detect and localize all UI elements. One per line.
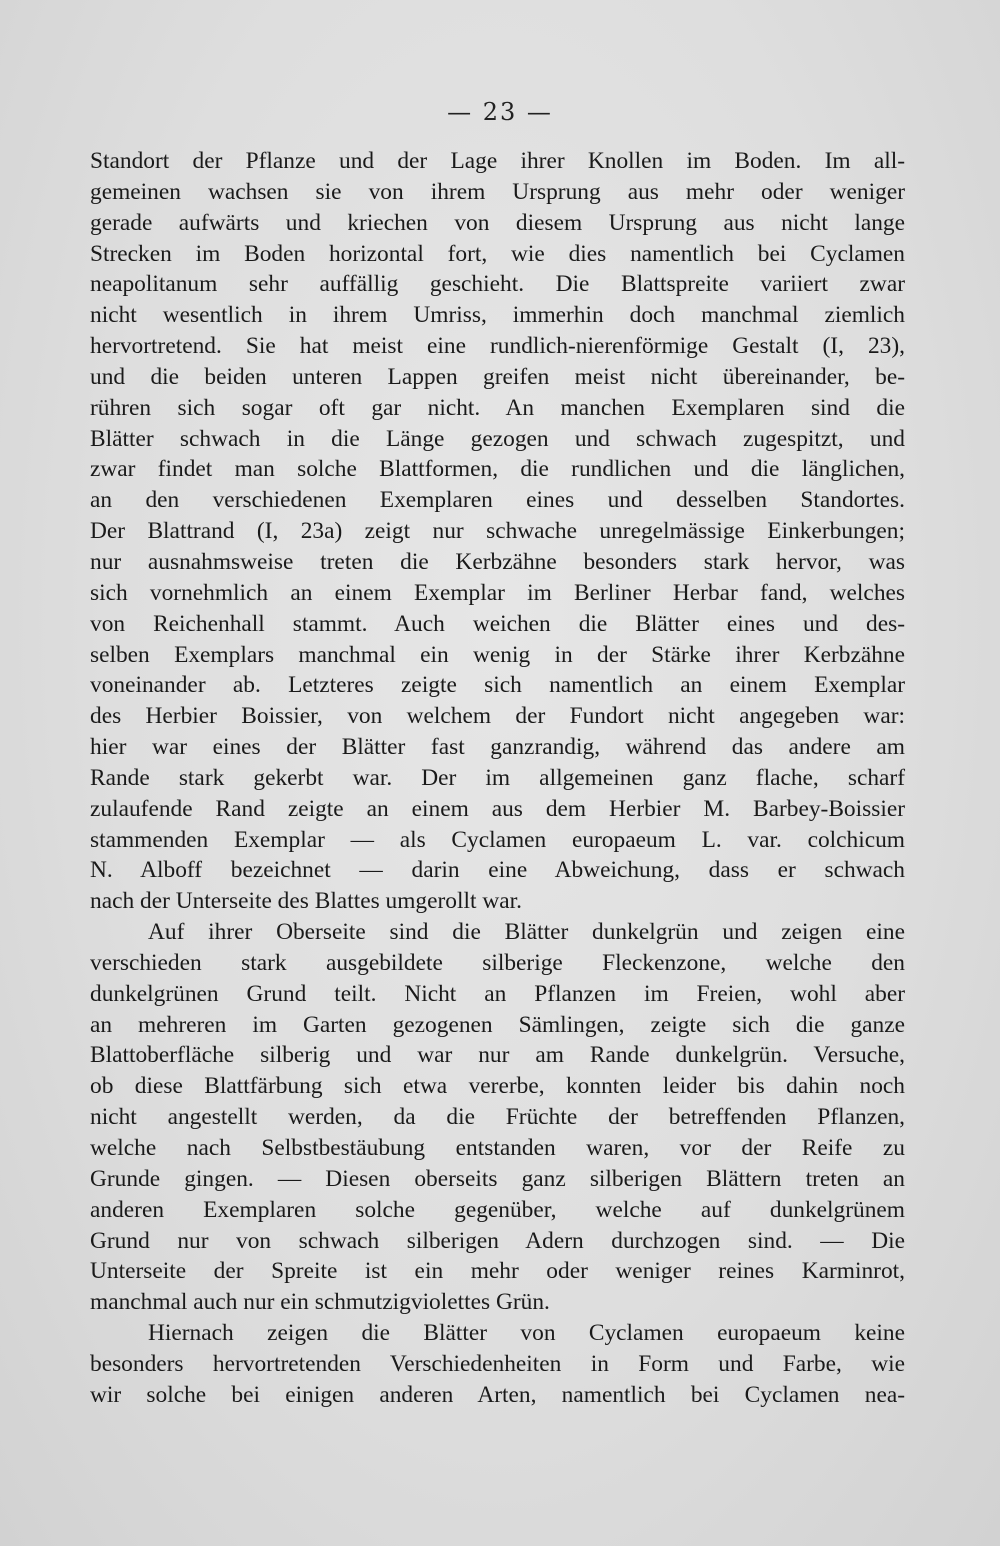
body-text	[90, 146, 905, 1411]
text-line: Standort der Pflanze und der Lage ihrer Knollen im Boden. Im all-	[90, 148, 905, 174]
text-line: gemeinen wachsen sie von ihrem Ursprung aus mehr oder weniger	[90, 178, 905, 205]
text-line: an den verschiedenen Exemplaren eines und desselben Standortes.	[90, 487, 905, 514]
text-line: wir solche bei einigen anderen Arten, namentlich bei Cyclamen nea-	[90, 1381, 905, 1408]
text-line: Unterseite der Spreite ist ein mehr oder weniger reines Karminrot,	[90, 1258, 905, 1285]
text-line: Der Blattrand (I, 23a) zeigt nur schwache unregelmässige Einkerbungen;	[90, 518, 905, 545]
text-line: sich vornehmlich an einem Exemplar im Berliner Herbar fand, welches	[90, 579, 905, 606]
text-line: ob diese Blattfärbung sich etwa vererbe, konnten leider bis dahin noch	[90, 1073, 905, 1100]
text-line: nach der Unterseite des Blattes umgerollt war.	[90, 888, 522, 915]
text-line: Auf ihrer Oberseite sind die Blätter dunkelgrün und zeigen eine	[148, 919, 905, 946]
paragraph	[90, 1318, 905, 1411]
text-line: Blätter schwach in die Länge gezogen und schwach zugespitzt, und	[90, 425, 905, 452]
text-line: verschieden stark ausgebildete silberige Fleckenzone, welche den	[90, 949, 905, 976]
paragraph	[90, 146, 905, 917]
text-line: nur ausnahmsweise treten die Kerbzähne besonders stark hervor, was	[90, 548, 905, 575]
text-line: manchmal auch nur ein schmutzigviolettes Grün.	[90, 1289, 550, 1316]
paragraph	[90, 917, 905, 1318]
text-line: Rande stark gekerbt war. Der im allgemeinen ganz flache, scharf	[90, 764, 905, 791]
text-line: anderen Exemplaren solche gegenüber, welche auf dunkelgrünem	[90, 1196, 905, 1223]
text-line: besonders hervortretenden Verschiedenheiten in Form und Farbe, wie	[90, 1350, 905, 1377]
text-line: an mehreren im Garten gezogenen Sämlingen, zeigte sich die ganze	[90, 1011, 905, 1038]
text-line: neapolitanum sehr auffällig geschieht. Die Blattspreite variiert zwar	[90, 271, 905, 298]
text-line: nicht angestellt werden, da die Früchte der betreffenden Pflanzen,	[90, 1104, 905, 1131]
text-line: zwar findet man solche Blattformen, die rundlichen und die länglichen,	[90, 456, 905, 483]
text-line: welche nach Selbstbestäubung entstanden waren, vor der Reife zu	[90, 1135, 905, 1161]
text-line: des Herbier Boissier, von welchem der Fundort nicht angegeben war:	[90, 703, 905, 730]
text-line: dunkelgrünen Grund teilt. Nicht an Pflanzen im Freien, wohl aber	[90, 980, 905, 1007]
text-line: Strecken im Boden horizontal fort, wie dies namentlich bei Cyclamen	[90, 240, 905, 267]
text-line: hervortretend. Sie hat meist eine rundlich-nierenförmige Gestalt (I, 23),	[90, 333, 905, 360]
text-line: selben Exemplars manchmal ein wenig in der Stärke ihrer Kerbzähne	[90, 641, 905, 668]
text-line: Grund nur von schwach silberigen Adern durchzogen sind. — Die	[90, 1227, 905, 1254]
text-line: und die beiden unteren Lappen greifen meist nicht übereinander, be-	[90, 363, 905, 390]
text-line: Hiernach zeigen die Blätter von Cyclamen europaeum keine	[148, 1320, 905, 1347]
text-line: stammenden Exemplar — als Cyclamen europaeum L. var. colchicum	[90, 826, 905, 853]
page-number: — 23 —	[447, 98, 553, 126]
text-line: nicht wesentlich in ihrem Umriss, immerhin doch manchmal ziemlich	[90, 302, 905, 329]
text-line: Grunde gingen. — Diesen oberseits ganz silberigen Blättern treten an	[90, 1165, 905, 1192]
text-line: hier war eines der Blätter fast ganzrandig, während das andere am	[90, 734, 905, 761]
text-line: N. Alboff bezeichnet — darin eine Abweichung, dass er schwach	[90, 857, 905, 884]
text-line: rühren sich sogar oft gar nicht. An manchen Exemplaren sind die	[90, 394, 905, 421]
text-line: zulaufende Rand zeigte an einem aus dem Herbier M. Barbey-Boissier	[90, 795, 905, 822]
text-line: Blattoberfläche silberig und war nur am Rande dunkelgrün. Versuche,	[90, 1042, 905, 1069]
text-line: voneinander ab. Letzteres zeigte sich namentlich an einem Exemplar	[90, 672, 905, 699]
text-line: gerade aufwärts und kriechen von diesem Ursprung aus nicht lange	[90, 209, 905, 236]
text-line: von Reichenhall stammt. Auch weichen die Blätter eines und des-	[90, 610, 905, 637]
